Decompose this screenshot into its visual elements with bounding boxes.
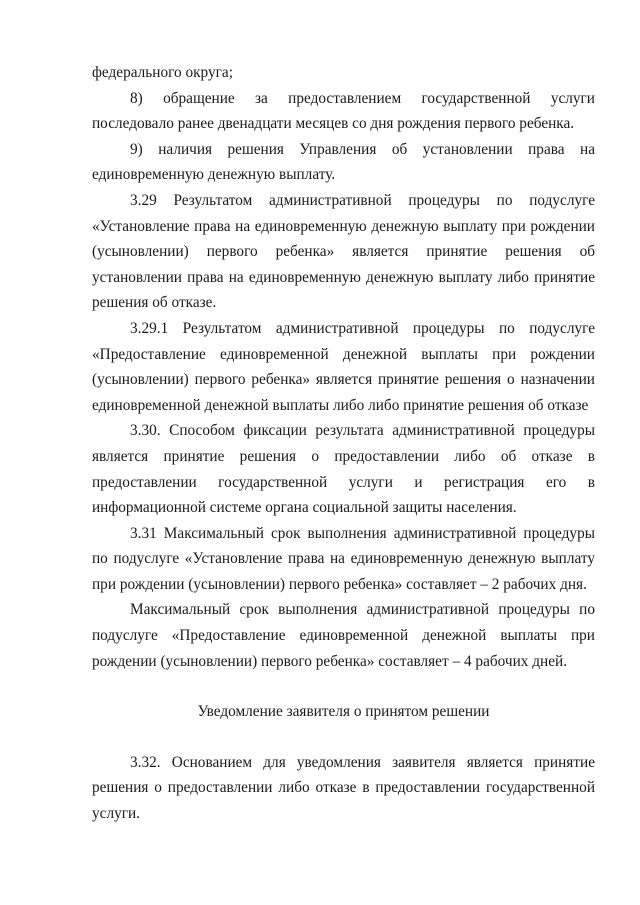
paragraph-item-8: 8) обращение за предоставлением государственной услуги последовало ранее двенадцати месяцев со дня рождения первого ребенка. — [92, 89, 595, 133]
paragraph-3-29: 3.29 Результатом административной процедуры по подуслуге «Установление права на единовременную денежную выплату при рождении (усыновлении) первого ребенка» является принятие решения об установлении права на единовременную денежную выплату либо принятие решения об отказе. — [92, 191, 595, 312]
document-body — [92, 60, 595, 827]
paragraph-3-29-1: 3.29.1 Результатом административной процедуры по подуслуге «Предоставление единовременной денежной выплаты при рождении (усыновлении) первого ребенка» является принятие решения о назначении единовременной денежной выплаты либо либо принятие решения об отказе — [92, 319, 595, 414]
paragraph-max-term: Максимальный срок выполнения административной процедуры по подуслуге «Предоставление единовременной денежной выплаты при рождении (усыновлении) первого ребенка» составляет – 4 рабочих дней. — [92, 601, 595, 670]
paragraph-item-9: 9) наличия решения Управления об установлении права на единовременную денежную выплату. — [92, 140, 595, 184]
paragraph-3-30: 3.30. Способом фиксации результата административной процедуры является принятие решения о предоставлении либо об отказе в предоставлении государственной услуги и регистрация его в информационной системе органа социальной защиты населения. — [92, 422, 595, 517]
paragraph-3-32: 3.32. Основанием для уведомления заявителя является принятие решения о предоставлении либо отказе в предоставлении государственной услуги. — [92, 753, 595, 823]
paragraph-continuation: федерального округа; — [92, 64, 233, 81]
section-heading: Уведомление заявителя о принятом решении — [197, 703, 490, 721]
paragraph-3-31: 3.31 Максимальный срок выполнения административной процедуры по подуслуге «Установление права на единовременную денежную выплату при рождении (усыновлении) первого ребенка» составляет – 2 рабочих дня. — [92, 524, 595, 593]
